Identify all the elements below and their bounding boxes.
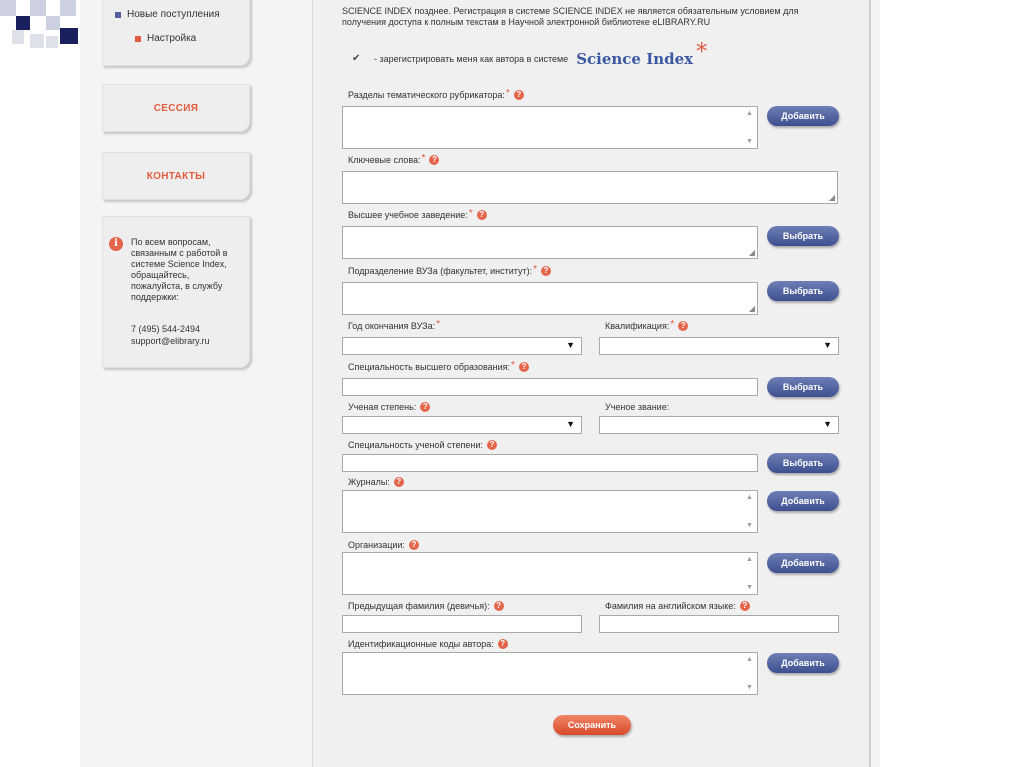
author-codes-label [348, 639, 508, 649]
label-text: Фамилия на английском языке: [605, 601, 736, 611]
english-surname-input[interactable] [599, 615, 839, 633]
university-label [348, 207, 487, 220]
label-text: Журналы: [348, 477, 390, 487]
scroll-down-icon[interactable]: ▼ [746, 522, 753, 529]
help-icon[interactable]: ? [678, 321, 688, 331]
slide-decoration [30, 34, 44, 48]
support-info-box [102, 216, 250, 368]
slide-decoration [46, 16, 60, 30]
slide-decoration [0, 0, 16, 16]
info-icon: i [109, 237, 123, 251]
support-info-text: По всем вопросам, связанным с работой в системе Science Index, обращайтесь, пожалуйста, в службу поддержки: [131, 237, 228, 302]
label-text: Ученое звание: [605, 402, 670, 412]
red-square-icon [135, 36, 141, 42]
help-icon[interactable]: ? [487, 440, 497, 450]
rubricator-label [348, 87, 524, 100]
scroll-down-icon[interactable]: ▼ [746, 138, 753, 145]
help-icon[interactable]: ? [477, 210, 487, 220]
choose-department-button[interactable]: Выбрать [767, 281, 839, 301]
help-icon[interactable]: ? [740, 601, 750, 611]
help-icon[interactable]: ? [409, 540, 419, 550]
scroll-down-icon[interactable]: ▼ [746, 684, 753, 691]
qualification-label [605, 318, 688, 331]
label-text: Организации: [348, 540, 405, 550]
help-icon[interactable]: ? [541, 266, 551, 276]
grad-year-label [348, 318, 440, 331]
support-email[interactable]: support@elibrary.ru [131, 336, 210, 346]
help-icon[interactable]: ? [429, 155, 439, 165]
support-phone: 7 (495) 544-2494 [131, 324, 201, 334]
choose-specialty-button[interactable]: Выбрать [767, 377, 839, 397]
save-button[interactable]: Сохранить [553, 715, 631, 735]
author-checkbox-label: - зарегистрировать меня как автора в системе [374, 54, 569, 64]
degree-label [348, 402, 430, 412]
slide-decoration [30, 0, 46, 16]
label-text: Ученая степень: [348, 402, 417, 412]
chevron-down-icon[interactable]: ▼ [566, 340, 575, 350]
label-text: Высшее учебное заведение: [348, 210, 468, 220]
organizations-list[interactable] [342, 552, 758, 595]
sidebar-item-label: Настройка [147, 33, 197, 44]
department-textarea[interactable] [342, 282, 758, 315]
add-rubric-button[interactable]: Добавить [767, 106, 839, 126]
scrollbar[interactable] [743, 107, 757, 148]
science-index-logo-text: Science Index [576, 50, 694, 68]
add-organization-button[interactable]: Добавить [767, 553, 839, 573]
scroll-up-icon[interactable]: ▲ [746, 656, 753, 663]
add-journal-button[interactable]: Добавить [767, 491, 839, 511]
required-mark: * [436, 318, 440, 330]
required-mark: * [421, 152, 426, 164]
label-text: Подразделение ВУЗа (факультет, институт): [348, 266, 533, 276]
scroll-up-icon[interactable]: ▲ [746, 110, 753, 117]
chevron-down-icon[interactable]: ▼ [823, 419, 832, 429]
scrollbar[interactable] [743, 653, 757, 694]
help-icon[interactable]: ? [494, 601, 504, 611]
department-label [348, 263, 551, 276]
scrollbar[interactable] [743, 553, 757, 594]
required-mark: * [670, 318, 675, 330]
required-mark: * [533, 263, 537, 275]
author-codes-list[interactable] [342, 652, 758, 695]
science-index-logo [576, 40, 708, 68]
degree-specialty-input[interactable] [342, 454, 758, 472]
help-icon[interactable]: ? [420, 402, 430, 412]
sidebar-item-new-arrivals[interactable] [115, 9, 220, 20]
help-icon[interactable]: ? [514, 90, 524, 100]
scroll-up-icon[interactable]: ▲ [746, 494, 753, 501]
university-textarea[interactable] [342, 226, 758, 259]
slide-decoration [60, 28, 78, 44]
help-icon[interactable]: ? [394, 477, 404, 487]
add-author-code-button[interactable]: Добавить [767, 653, 839, 673]
slide-decoration [12, 30, 24, 44]
journals-label [348, 477, 404, 487]
resize-grip-icon[interactable]: ◢ [748, 248, 755, 257]
label-text: Специальность высшего образования: [348, 362, 511, 372]
organizations-label [348, 540, 419, 550]
specialty-label [348, 359, 529, 372]
author-registration-row [352, 40, 708, 68]
keywords-textarea[interactable] [342, 171, 838, 204]
specialty-input[interactable] [342, 378, 758, 396]
chevron-down-icon[interactable]: ▼ [823, 340, 832, 350]
choose-university-button[interactable]: Выбрать [767, 226, 839, 246]
slide-decoration [16, 16, 30, 30]
academic-title-label [605, 402, 669, 412]
academic-title-select[interactable] [599, 416, 839, 434]
help-icon[interactable]: ? [519, 362, 529, 372]
slide-decoration [46, 36, 58, 48]
chevron-down-icon[interactable]: ▼ [566, 419, 575, 429]
choose-degree-specialty-button[interactable]: Выбрать [767, 453, 839, 473]
slide-decoration [60, 0, 76, 16]
blue-square-icon [115, 12, 121, 18]
label-text: Разделы тематического рубрикатора: [348, 90, 505, 100]
keywords-label [348, 152, 439, 165]
required-mark: * [468, 207, 473, 219]
prev-surname-input[interactable] [342, 615, 582, 633]
support-contacts [131, 323, 210, 347]
degree-select[interactable] [342, 416, 582, 434]
qualification-select[interactable] [599, 337, 839, 355]
label-text: Квалификация: [605, 321, 670, 331]
resize-grip-icon[interactable]: ◢ [828, 193, 835, 202]
notice-line: SCIENCE INDEX позднее. Регистрация в системе SCIENCE INDEX не является обязательным условием для [342, 6, 799, 16]
logo-star: * [696, 40, 708, 65]
session-button[interactable]: СЕССИЯ [102, 84, 250, 132]
scroll-down-icon[interactable]: ▼ [746, 584, 753, 591]
required-mark: * [505, 87, 510, 99]
sidebar-item-settings[interactable] [135, 33, 196, 44]
prev-surname-label [348, 601, 504, 611]
rubricator-list[interactable] [342, 106, 758, 149]
grad-year-select[interactable] [342, 337, 582, 355]
resize-grip-icon[interactable]: ◢ [748, 304, 755, 313]
notice-line: получения доступа к полным текстам в Научной электронной библиотеке eLIBRARY.RU [342, 17, 711, 27]
sidebar-item-label: Новые поступления [127, 9, 220, 20]
label-text: Год окончания ВУЗа: [348, 321, 436, 331]
required-mark: * [511, 359, 515, 371]
label-text: Специальность ученой степени: [348, 440, 483, 450]
scroll-up-icon[interactable]: ▲ [746, 556, 753, 563]
label-text: Предыдущая фамилия (девичья): [348, 601, 490, 611]
sidebar-menu [102, 0, 250, 66]
contacts-button[interactable]: КОНТАКТЫ [102, 152, 250, 200]
journals-list[interactable] [342, 490, 758, 533]
label-text: Ключевые слова: [348, 155, 421, 165]
registration-notice [342, 6, 840, 28]
english-surname-label [605, 601, 750, 611]
help-icon[interactable]: ? [498, 639, 508, 649]
scrollbar[interactable] [743, 491, 757, 532]
degree-specialty-label [348, 440, 497, 450]
author-checkbox[interactable]: ✔ [352, 53, 361, 64]
label-text: Идентификационные коды автора: [348, 639, 494, 649]
